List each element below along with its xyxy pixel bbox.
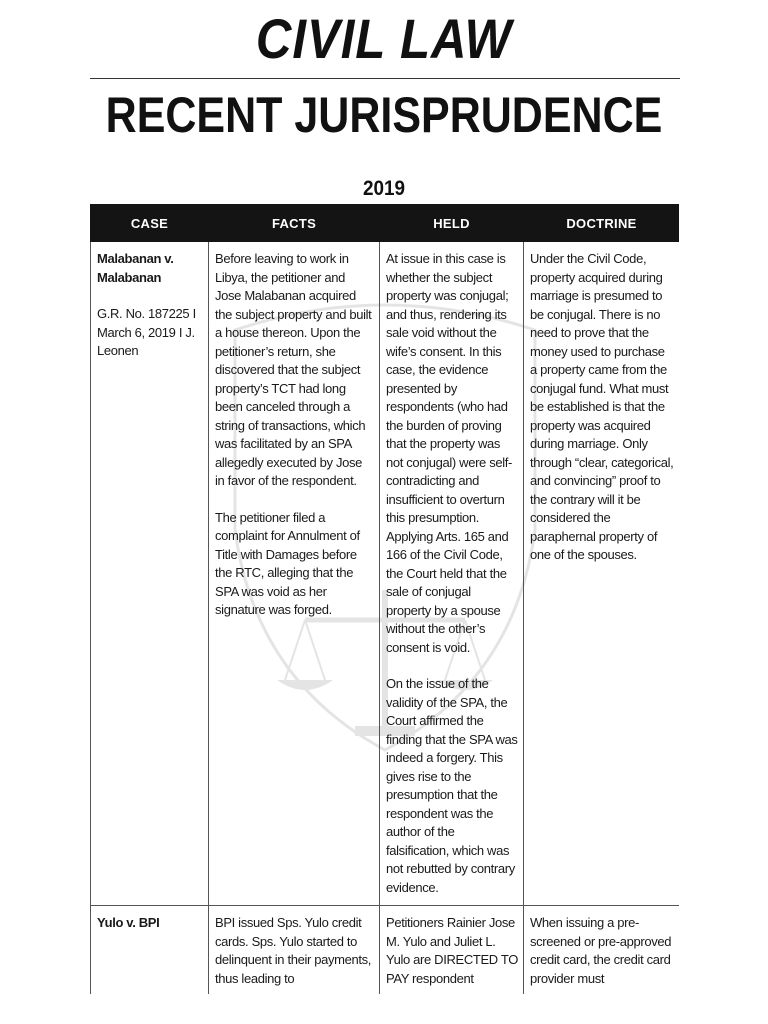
document-subtitle: RECENT JURISPRUDENCE bbox=[105, 87, 663, 143]
case-name: Yulo v. BPI bbox=[97, 915, 160, 930]
table-row bbox=[91, 242, 680, 906]
jurisprudence-table bbox=[90, 204, 679, 994]
case-citation: G.R. No. 187225 I March 6, 2019 I J. Leonen bbox=[97, 306, 196, 358]
case-cell bbox=[91, 906, 209, 995]
held-paragraph: At issue in this case is whether the subject property was conjugal; and thus, rendering its sale void without the wife’s consent. In this case, the evidence presented by respondents (who had the burden of proving that the property was not conjugal) were self-contradicting and insufficient to overturn this presumption. Applying Arts. 165 and 166 of the Civil Code, the Court held that the sale of conjugal property by a spouse without the other’s consent is void. bbox=[386, 251, 512, 655]
doctrine-cell bbox=[524, 906, 680, 995]
case-cell bbox=[91, 242, 209, 906]
case-name: Malabanan v. Malabanan bbox=[97, 251, 174, 285]
facts-paragraph: The petitioner filed a complaint for Annulment of Title with Damages before the RTC, alleging that the SPA was void as her signature was forged. bbox=[215, 509, 360, 617]
facts-paragraph: Before leaving to work in Libya, the petitioner and Jose Malabanan acquired the subject property and built a house thereon. Upon the petitioner’s return, she discovered that the subject property’s TCT had long been canceled through a string of transactions, which was facilitated by an SPA allegedly executed by Jose in favor of the respondent. bbox=[215, 251, 372, 488]
jurisprudence-table-container bbox=[90, 204, 679, 994]
table-header-row bbox=[91, 205, 680, 242]
column-header-facts: FACTS bbox=[209, 205, 380, 242]
section-year: 2019 bbox=[362, 177, 406, 200]
facts-cell bbox=[209, 906, 380, 995]
held-cell bbox=[380, 242, 524, 906]
held-paragraph: On the issue of the validity of the SPA, the Court affirmed the finding that the SPA was indeed a forgery. This gives rise to the presumption that the respondent was the author of the falsification, which was not rebutted by contrary evidence. bbox=[386, 676, 518, 895]
doctrine-cell bbox=[524, 242, 680, 906]
title-divider bbox=[90, 78, 680, 79]
facts-paragraph: BPI issued Sps. Yulo credit cards. Sps. Yulo started to delinquent in their payments, thus leading to bbox=[215, 915, 372, 986]
doctrine-paragraph: When issuing a pre-screened or pre-approved credit card, the credit card provider must bbox=[530, 915, 672, 986]
column-header-doctrine: DOCTRINE bbox=[524, 205, 680, 242]
held-cell bbox=[380, 906, 524, 995]
column-header-held: HELD bbox=[380, 205, 524, 242]
document-title: CIVIL LAW bbox=[255, 7, 513, 70]
doctrine-paragraph: Under the Civil Code, property acquired during marriage is presumed to be conjugal. There is no need to prove that the money used to purchase a property came from the conjugal fund. What must be established is that the property was acquired during marriage. Only through “clear, categorical, and convincing” proof to the contrary will it be considered the paraphernal property of one of the spouses. bbox=[530, 251, 674, 562]
held-paragraph: Petitioners Rainier Jose M. Yulo and Juliet L. Yulo are DIRECTED TO PAY respondent bbox=[386, 915, 518, 986]
table-row bbox=[91, 906, 680, 995]
facts-cell bbox=[209, 242, 380, 906]
column-header-case: CASE bbox=[91, 205, 209, 242]
